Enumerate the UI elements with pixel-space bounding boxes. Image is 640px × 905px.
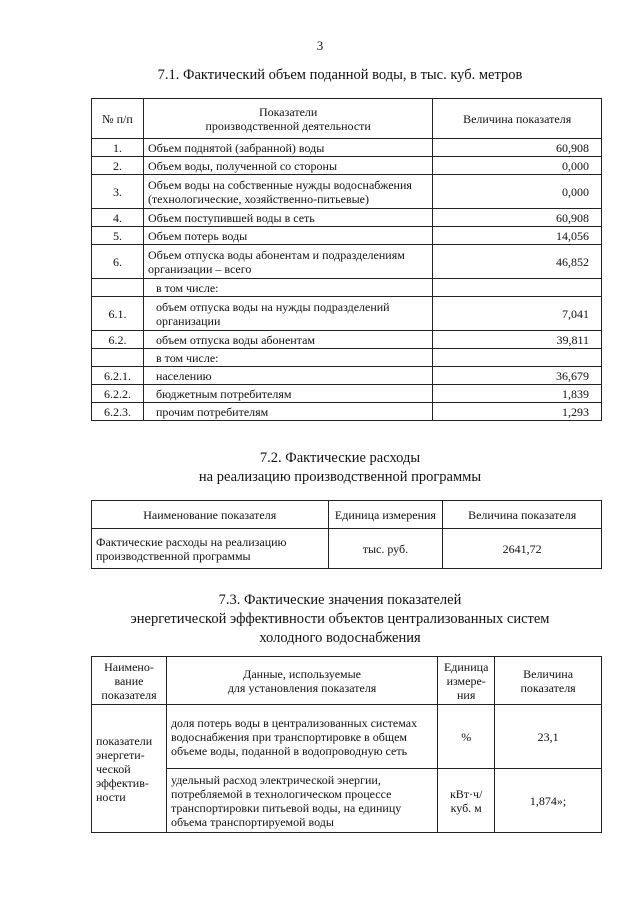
header-unit: Единица измере-ния	[438, 657, 495, 705]
section-7-2-title-line2: на реализацию производственной программы	[198, 469, 482, 485]
row-data: доля потерь воды в централизованных системах водоснабжения при транспортировке в общем объеме воды, поданной в водопроводную сеть	[166, 705, 437, 769]
table-row	[92, 403, 602, 421]
row-unit: тыс. руб.	[328, 529, 443, 569]
row-unit: %	[438, 705, 495, 769]
section-7-2-title-line1: 7.2. Фактические расходы	[259, 450, 421, 466]
expenses-table	[91, 500, 602, 569]
table-header-row	[92, 501, 602, 529]
section-7-3-title-line1: 7.3. Фактические значения показателей	[218, 592, 462, 608]
row-value: 60,908	[433, 209, 602, 227]
table-row	[92, 279, 602, 297]
header-data-line2: для установления показателя	[227, 680, 377, 695]
row-value: 1,293	[433, 403, 602, 421]
section-7-2-title	[60, 449, 620, 487]
row-name: в том числе:	[143, 349, 432, 367]
row-name: населению	[143, 367, 432, 385]
section-7-3-title-line3: холодного водоснабжения	[259, 630, 421, 646]
row-name: Объем воды, полученной со стороны	[143, 157, 432, 175]
group-name: показатели энергети-ческой эффектив-ности	[92, 705, 167, 833]
row-no: 2.	[92, 157, 144, 175]
header-indicators-line1: Показатели	[258, 104, 318, 119]
row-no: 6.2.1.	[92, 367, 144, 385]
row-name: Объем воды на собственные нужды водоснабжения (технологические, хозяйственно-питьевые)	[143, 175, 432, 209]
header-data-line1: Данные, используемые	[243, 666, 361, 681]
table-row	[92, 209, 602, 227]
header-no: № п/п	[92, 99, 144, 139]
table-row	[92, 227, 602, 245]
row-value: 36,679	[433, 367, 602, 385]
row-no: 6.2.	[92, 331, 144, 349]
table-header-row	[92, 99, 602, 139]
row-name: Объем поднятой (забранной) воды	[143, 139, 432, 157]
row-no	[92, 349, 144, 367]
row-data: удельный расход электрической энергии, потребляемой в технологическом процессе транспортировки питьевой воды, на единицу объема транспортируемой воды	[166, 769, 437, 833]
header-indicators	[143, 99, 432, 139]
header-indicators-line2: производственной деятельности	[205, 118, 371, 133]
header-value: Величина показателя	[495, 657, 602, 705]
energy-efficiency-table	[91, 656, 602, 833]
page-number: 3	[316, 38, 324, 53]
table-row	[92, 157, 602, 175]
row-name: Объем потерь воды	[143, 227, 432, 245]
row-value: 60,908	[433, 139, 602, 157]
section-7-3-title	[60, 591, 620, 648]
row-name: Объем поступившей воды в сеть	[143, 209, 432, 227]
row-no: 6.2.2.	[92, 385, 144, 403]
header-name: Наимено-вание показателя	[92, 657, 167, 705]
table-row	[92, 705, 602, 769]
row-value: 23,1	[495, 705, 602, 769]
row-unit: кВт·ч/ куб. м	[438, 769, 495, 833]
header-unit: Единица измерения	[328, 501, 443, 529]
row-value: 14,056	[433, 227, 602, 245]
row-value: 1,839	[433, 385, 602, 403]
table-row	[92, 297, 602, 331]
header-data	[166, 657, 437, 705]
row-no: 6.2.3.	[92, 403, 144, 421]
row-no: 3.	[92, 175, 144, 209]
table-row	[92, 139, 602, 157]
row-value	[433, 279, 602, 297]
row-value: 7,041	[433, 297, 602, 331]
row-no	[92, 279, 144, 297]
table-row	[92, 175, 602, 209]
row-no: 4.	[92, 209, 144, 227]
table-row	[92, 349, 602, 367]
header-value: Величина показателя	[433, 99, 602, 139]
header-name: Наименование показателя	[92, 501, 329, 529]
row-name: прочим потребителям	[143, 403, 432, 421]
table-row	[92, 245, 602, 279]
section-7-1-title: 7.1. Фактический объем поданной воды, в тыс. куб. метров	[157, 67, 523, 83]
water-volume-table	[91, 98, 602, 421]
table-header-row	[92, 657, 602, 705]
row-value: 0,000	[433, 157, 602, 175]
row-value	[433, 349, 602, 367]
row-name: Фактические расходы на реализацию производственной программы	[92, 529, 329, 569]
table-row	[92, 529, 602, 569]
row-no: 1.	[92, 139, 144, 157]
section-7-3-title-line2: энергетической эффективности объектов централизованных систем	[130, 611, 550, 627]
table-row	[92, 769, 602, 833]
header-value: Величина показателя	[443, 501, 602, 529]
row-no: 6.	[92, 245, 144, 279]
row-no: 5.	[92, 227, 144, 245]
row-name: объем отпуска воды абонентам	[143, 331, 432, 349]
row-name: в том числе:	[143, 279, 432, 297]
row-name: Объем отпуска воды абонентам и подразделениям организации – всего	[143, 245, 432, 279]
row-value: 2641,72	[443, 529, 602, 569]
table-row	[92, 331, 602, 349]
table-row	[92, 367, 602, 385]
row-name: бюджетным потребителям	[143, 385, 432, 403]
row-no: 6.1.	[92, 297, 144, 331]
row-name: объем отпуска воды на нужды подразделений организации	[143, 297, 432, 331]
row-value: 0,000	[433, 175, 602, 209]
table-row	[92, 385, 602, 403]
row-value: 46,852	[433, 245, 602, 279]
row-value: 39,811	[433, 331, 602, 349]
row-value: 1,874»;	[495, 769, 602, 833]
